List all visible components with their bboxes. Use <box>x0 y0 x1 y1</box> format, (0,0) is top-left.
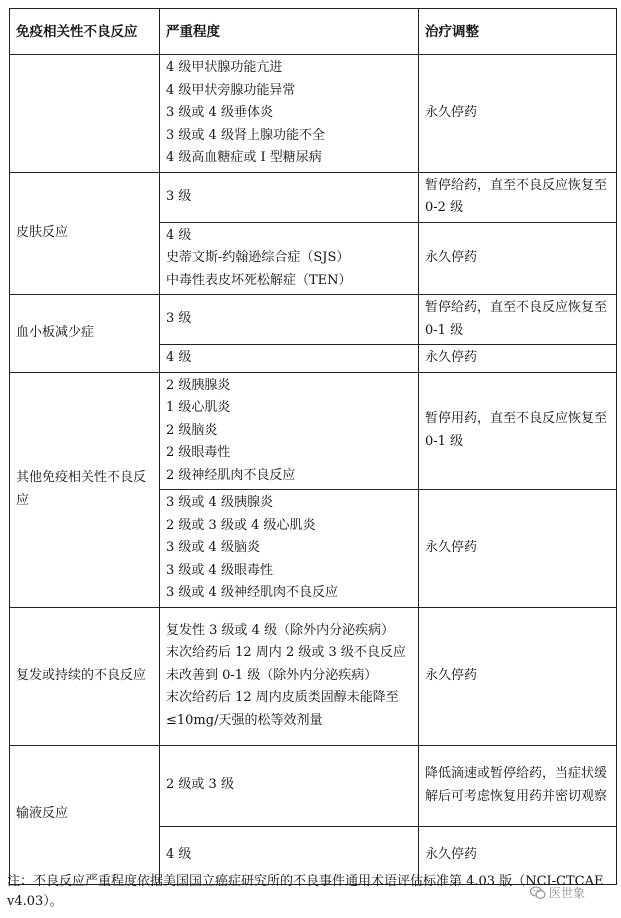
severity-cell <box>160 607 419 745</box>
reaction-type-cell: 皮肤反应 <box>10 172 160 295</box>
severity-cell <box>160 295 419 345</box>
severity-cell <box>160 172 419 222</box>
severity-line: 3 级 <box>166 188 192 204</box>
severity-line: 3 级或 4 级肾上腺功能不全 <box>166 127 325 143</box>
table-row <box>10 172 617 222</box>
severity-line: 4 级 <box>166 227 192 243</box>
severity-line: 3 级或 4 级神经肌肉不良反应 <box>166 585 338 600</box>
severity-cell <box>160 490 419 608</box>
severity-line: 中毒性表皮坏死松解症（TEN） <box>166 272 352 288</box>
severity-line: 2 级脑炎 <box>166 422 218 438</box>
adjustment-cell: 永久停药 <box>419 826 617 884</box>
table-row <box>10 372 617 490</box>
severity-line: 史蒂文斯-约翰逊综合症（SJS） <box>166 250 350 265</box>
severity-line: 2 级或 3 级 <box>166 777 234 793</box>
severity-cell <box>160 55 419 173</box>
severity-line: 末次给药后 12 周内 2 级或 3 级不良反应未改善到 0-1 级（除外内分泌疾病） <box>166 645 406 683</box>
severity-line: 4 级甲状旁腺功能异常 <box>166 82 296 98</box>
severity-line: 复发性 3 级或 4 级（除外内分泌疾病） <box>166 622 395 638</box>
severity-cell <box>160 372 419 490</box>
severity-cell <box>160 745 419 826</box>
severity-line: 2 级胰腺炎 <box>166 377 231 393</box>
severity-line: 3 级 <box>166 311 192 327</box>
reaction-type-cell: 输液反应 <box>10 745 160 884</box>
severity-line: 2 级或 3 级或 4 级心肌炎 <box>166 517 316 533</box>
adjustment-cell: 降低滴速或暂停给药，当症状缓解后可考虑恢复用药并密切观察 <box>419 745 617 826</box>
table-footnote: 注：不良反应严重程度依据美国国立癌症研究所的不良事件通用术语评估标准第 4.03 版（NCI-CTCAE v4.03）。 <box>7 874 604 909</box>
severity-line: 1 级心肌炎 <box>166 400 231 415</box>
reaction-type-cell: 复发或持续的不良反应 <box>10 607 160 745</box>
table-header-row <box>10 9 617 55</box>
header-severity: 严重程度 <box>160 9 419 55</box>
severity-cell <box>160 222 419 295</box>
severity-line: 4 级 <box>166 350 192 365</box>
table-row <box>10 55 617 173</box>
severity-line: 2 级眼毒性 <box>166 445 231 460</box>
table-row <box>10 607 617 745</box>
reaction-type-cell: 血小板减少症 <box>10 295 160 373</box>
severity-line: 3 级或 4 级脑炎 <box>166 540 260 555</box>
adjustment-cell: 暂停给药，直至不良反应恢复至 0-1 级 <box>419 295 617 345</box>
watermark <box>530 884 585 901</box>
header-adjustment: 治疗调整 <box>419 9 617 55</box>
wechat-icon <box>530 886 546 900</box>
severity-line: 2 级神经肌肉不良反应 <box>166 467 296 483</box>
adjustment-cell: 永久停药 <box>419 607 617 745</box>
adjustment-cell: 永久停药 <box>419 222 617 295</box>
severity-line: 4 级高血糖症或 I 型糖尿病 <box>166 150 322 165</box>
severity-line: 3 级或 4 级垂体炎 <box>166 105 273 120</box>
severity-cell <box>160 345 419 373</box>
adjustment-cell: 暂停给药，直至不良反应恢复至 0-2 级 <box>419 172 617 222</box>
severity-line: 4 级 <box>166 846 192 862</box>
adjustment-cell: 永久停药 <box>419 345 617 373</box>
adjustment-cell: 永久停药 <box>419 490 617 608</box>
adjustment-cell: 暂停用药，直至不良反应恢复至 0-1 级 <box>419 372 617 490</box>
severity-line: 3 级或 4 级眼毒性 <box>166 562 273 578</box>
reaction-type-cell: 其他免疫相关性不良反应 <box>10 372 160 607</box>
adverse-reaction-table <box>9 8 617 885</box>
severity-line: 4 级甲状腺功能亢进 <box>166 60 283 75</box>
table-row <box>10 745 617 826</box>
table-row <box>10 295 617 345</box>
severity-line: 3 级或 4 级胰腺炎 <box>166 495 273 510</box>
reaction-type-cell <box>10 55 160 173</box>
watermark-text: 医世象 <box>549 886 586 900</box>
adjustment-cell: 永久停药 <box>419 55 617 173</box>
header-reaction-type: 免疫相关性不良反应 <box>10 9 160 55</box>
severity-line: 末次给药后 12 周内皮质类固醇未能降至≤10mg/天强的松等效剂量 <box>166 690 399 728</box>
